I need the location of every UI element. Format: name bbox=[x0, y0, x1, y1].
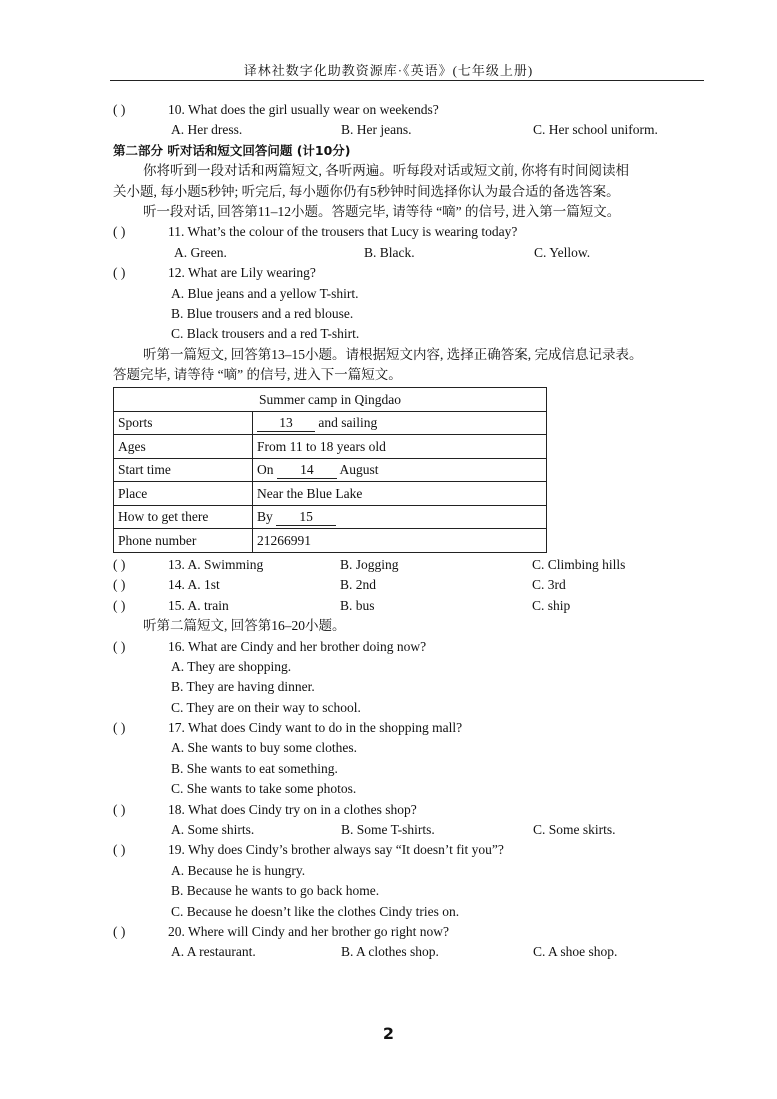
value-text: August bbox=[336, 462, 379, 478]
option-a: A. Because he is hungry. bbox=[171, 862, 306, 878]
option-c: C. Yellow. bbox=[534, 244, 591, 260]
instructions-line: 你将听到一段对话和两篇短文, 各听两遍。听每段对话或短文前, 你将有时间阅读相 bbox=[143, 163, 629, 179]
option-b: B. Some T-shirts. bbox=[341, 822, 435, 838]
row-value: Near the Blue Lake bbox=[253, 482, 547, 506]
question-text: 10. What does the girl usually wear on weekends? bbox=[168, 102, 439, 117]
option-b: B. A clothes shop. bbox=[341, 944, 439, 960]
answer-parentheses[interactable]: ( ) bbox=[113, 924, 126, 939]
page-number: 2 bbox=[382, 1024, 395, 1043]
table-row bbox=[114, 529, 547, 553]
option-b: B. Because he wants to go back home. bbox=[171, 883, 380, 899]
answer-parentheses[interactable]: ( ) bbox=[113, 720, 126, 736]
row-label: Ages bbox=[114, 435, 253, 459]
info-record-table bbox=[113, 387, 547, 553]
option-c: C. Some skirts. bbox=[533, 822, 616, 838]
answer-blank-14[interactable]: 14 bbox=[277, 462, 337, 479]
option-b: B. Blue trousers and a red blouse. bbox=[171, 305, 354, 321]
instructions-line: 关小题, 每小题5秒钟; 听完后, 每小题你仍有5秒钟时间选择你认为最合适的备选答案。 bbox=[113, 183, 620, 199]
row-label: Start time bbox=[114, 458, 253, 482]
table-row bbox=[114, 458, 547, 482]
option-b: B. 2nd bbox=[340, 577, 377, 593]
row-label: Place bbox=[114, 482, 253, 506]
question-text: 20. Where will Cindy and her brother go right now? bbox=[168, 924, 449, 939]
row-value bbox=[253, 458, 547, 482]
option-c: C. Her school uniform. bbox=[533, 122, 658, 138]
row-label: Sports bbox=[114, 411, 253, 435]
question-12 bbox=[113, 263, 708, 283]
question-18 bbox=[113, 800, 708, 820]
question-20 bbox=[113, 922, 708, 942]
answer-parentheses[interactable]: ( ) bbox=[113, 556, 126, 572]
option-a: A. Some shirts. bbox=[171, 822, 255, 838]
option-a: 14. A. 1st bbox=[168, 577, 220, 593]
question-18-options bbox=[113, 820, 708, 840]
option-c: C. She wants to take some photos. bbox=[171, 781, 357, 797]
page-content bbox=[113, 100, 708, 963]
section-heading: 第二部分 听对话和短文回答问题 (计10分) bbox=[113, 142, 351, 158]
option-c: C. They are on their way to school. bbox=[171, 699, 361, 715]
question-11 bbox=[113, 222, 708, 242]
option-c: C. Black trousers and a red T-shirt. bbox=[171, 326, 360, 342]
question-text: 11. What’s the colour of the trousers that Lucy is wearing today? bbox=[168, 224, 518, 240]
option-a: 15. A. train bbox=[168, 597, 229, 613]
question-13 bbox=[113, 555, 708, 575]
page-header: 译林社数字化助教资源库·《英语》(七年级上册) bbox=[243, 63, 534, 78]
question-text: 19. Why does Cindy’s brother always say “It doesn’t fit you”? bbox=[168, 842, 504, 858]
passage-instructions: 听第一篇短文, 回答第13–15小题。请根据短文内容, 选择正确答案, 完成信息记录表。 bbox=[143, 346, 643, 362]
table-row bbox=[114, 411, 547, 435]
option-a: A. They are shopping. bbox=[171, 658, 292, 674]
row-label: Phone number bbox=[114, 529, 253, 553]
passage-instructions: 答题完毕, 请等待 “嘀” 的信号, 进入下一篇短文。 bbox=[113, 367, 402, 383]
question-20-options bbox=[113, 942, 708, 962]
option-c: C. ship bbox=[532, 597, 571, 613]
answer-parentheses[interactable]: ( ) bbox=[113, 265, 126, 281]
row-value bbox=[253, 505, 547, 529]
option-a: A. Green. bbox=[174, 244, 227, 260]
answer-parentheses[interactable]: ( ) bbox=[113, 638, 126, 654]
table-row bbox=[114, 482, 547, 506]
table-row bbox=[114, 505, 547, 529]
option-a: A. Blue jeans and a yellow T-shirt. bbox=[171, 285, 359, 301]
table-title-row bbox=[114, 388, 547, 412]
option-c: C. Climbing hills bbox=[532, 556, 626, 572]
option-b: B. Black. bbox=[364, 244, 415, 260]
option-c: C. Because he doesn’t like the clothes Cindy tries on. bbox=[171, 903, 460, 919]
question-text: 18. What does Cindy try on in a clothes shop? bbox=[168, 801, 417, 817]
answer-parentheses[interactable]: ( ) bbox=[113, 597, 126, 613]
question-17 bbox=[113, 718, 708, 738]
row-value: 21266991 bbox=[253, 529, 547, 553]
option-a: 13. A. Swimming bbox=[168, 556, 264, 572]
answer-blank-13[interactable]: 13 bbox=[257, 415, 315, 432]
question-text: 17. What does Cindy want to do in the shopping mall? bbox=[168, 720, 463, 736]
table-row bbox=[114, 435, 547, 459]
value-text: By bbox=[257, 509, 277, 525]
option-b: B. Jogging bbox=[340, 556, 399, 572]
question-11-options bbox=[113, 243, 708, 263]
answer-blank-15[interactable]: 15 bbox=[276, 509, 336, 526]
question-15 bbox=[113, 596, 708, 616]
option-a: A. Her dress. bbox=[171, 122, 243, 138]
option-c: C. 3rd bbox=[532, 577, 566, 593]
answer-parentheses[interactable]: ( ) bbox=[113, 577, 126, 593]
row-value: From 11 to 18 years old bbox=[253, 435, 547, 459]
table-title: Summer camp in Qingdao bbox=[114, 388, 547, 412]
option-a: A. A restaurant. bbox=[171, 944, 256, 960]
question-text: 16. What are Cindy and her brother doing now? bbox=[168, 638, 427, 654]
option-a: A. She wants to buy some clothes. bbox=[171, 740, 357, 756]
option-c: C. A shoe shop. bbox=[533, 944, 618, 960]
answer-parentheses[interactable]: ( ) bbox=[113, 224, 126, 240]
answer-parentheses[interactable]: ( ) bbox=[113, 801, 126, 817]
dialog-instructions: 听一段对话, 回答第11–12小题。答题完毕, 请等待 “嘀” 的信号, 进入第一篇短文。 bbox=[143, 203, 621, 219]
option-b: B. Her jeans. bbox=[341, 122, 412, 138]
header-rule bbox=[110, 80, 704, 81]
option-b: B. She wants to eat something. bbox=[171, 760, 338, 776]
value-text: On bbox=[257, 462, 277, 478]
question-10 bbox=[113, 100, 708, 120]
row-value bbox=[253, 411, 547, 435]
option-b: B. bus bbox=[340, 597, 375, 613]
question-19 bbox=[113, 840, 708, 860]
option-b: B. They are having dinner. bbox=[171, 679, 315, 695]
question-text: 12. What are Lily wearing? bbox=[168, 265, 316, 281]
question-10-options bbox=[113, 120, 708, 140]
value-text: and sailing bbox=[315, 415, 378, 431]
row-label: How to get there bbox=[114, 505, 253, 529]
passage-instructions: 听第二篇短文, 回答第16–20小题。 bbox=[143, 618, 346, 634]
answer-parentheses[interactable]: ( ) bbox=[113, 102, 126, 117]
question-14 bbox=[113, 575, 708, 595]
answer-parentheses[interactable]: ( ) bbox=[113, 842, 126, 858]
question-16 bbox=[113, 637, 708, 657]
